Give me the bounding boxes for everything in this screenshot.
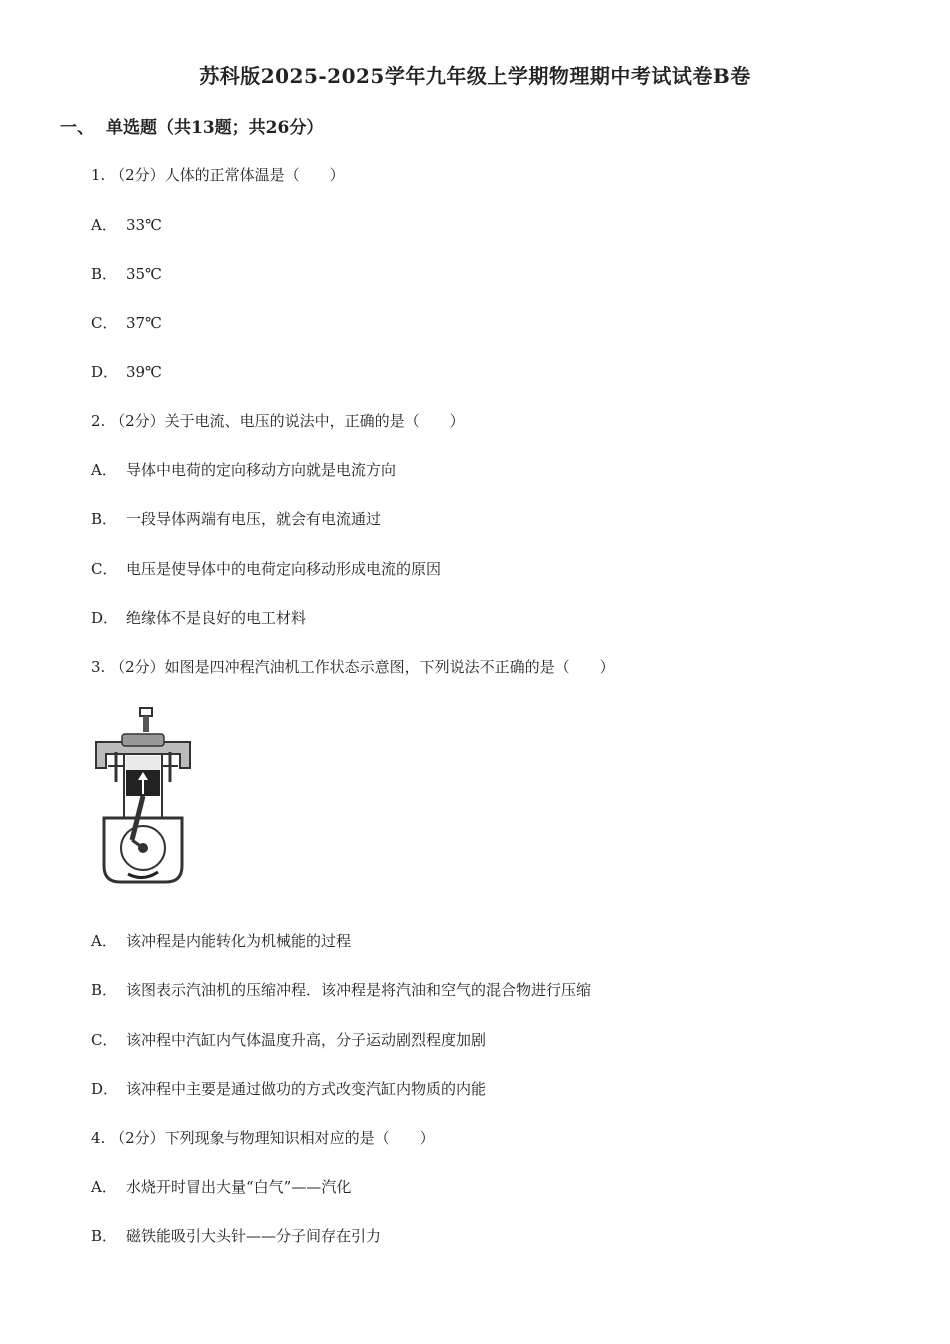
question-4-option-b	[91, 1225, 381, 1246]
question-3-option-b	[91, 979, 591, 1000]
option-label: A．	[91, 1178, 117, 1196]
question-4-option-a	[91, 1176, 351, 1197]
question-1-option-a	[91, 214, 162, 235]
option-text: 39℃	[126, 363, 162, 381]
option-label: C．	[91, 1031, 118, 1049]
option-label: B．	[91, 265, 118, 283]
option-label: C．	[91, 314, 118, 332]
section-number: 一、	[60, 118, 94, 138]
option-label: A．	[91, 216, 117, 234]
question-1-stem: 1. （2分）人体的正常体温是（ ）	[91, 166, 345, 184]
question-2-option-b	[91, 508, 381, 529]
option-text: 电压是使导体中的电荷定向移动形成电流的原因	[126, 560, 442, 578]
option-text: 该图表示汽油机的压缩冲程．该冲程是将汽油和空气的混合物进行压缩	[126, 981, 592, 999]
question-4-stem: 4. （2分）下列现象与物理知识相对应的是（ ）	[91, 1129, 435, 1147]
question-3-stem: 3. （2分）如图是四冲程汽油机工作状态示意图，下列说法不正确的是（ ）	[91, 658, 615, 676]
question-1-option-c	[91, 312, 162, 333]
option-text: 该冲程是内能转化为机械能的过程	[126, 932, 352, 950]
option-label: D．	[91, 609, 119, 627]
option-text: 磁铁能吸引大头针——分子间存在引力	[126, 1227, 382, 1245]
question-2-option-c	[91, 558, 441, 579]
option-label: B．	[91, 981, 118, 999]
question-2-option-a	[91, 459, 396, 480]
option-label: A．	[91, 461, 117, 479]
option-label: A．	[91, 932, 117, 950]
question-3-option-c	[91, 1029, 486, 1050]
section-title: 单选题（共13题；共26分）	[106, 118, 324, 138]
question-2-option-d	[91, 607, 306, 628]
option-text: 37℃	[126, 314, 162, 332]
exam-title: 苏科版2025-2025学年九年级上学期物理期中考试试卷B卷	[199, 64, 751, 88]
option-label: D．	[91, 1080, 119, 1098]
question-3-option-d	[91, 1078, 486, 1099]
question-1-option-b	[91, 263, 162, 284]
option-label: B．	[91, 510, 118, 528]
option-text: 一段导体两端有电压，就会有电流通过	[126, 510, 382, 528]
section-heading	[60, 113, 323, 138]
option-text: 35℃	[126, 265, 162, 283]
engine-diagram	[92, 706, 194, 886]
option-text: 33℃	[126, 216, 162, 234]
option-text: 水烧开时冒出大量“白气”——汽化	[126, 1178, 352, 1196]
option-label: B．	[91, 1227, 118, 1245]
option-label: D．	[91, 363, 119, 381]
question-2-stem: 2. （2分）关于电流、电压的说法中，正确的是（ ）	[91, 412, 465, 430]
option-label: C．	[91, 560, 118, 578]
option-text: 该冲程中汽缸内气体温度升高，分子运动剧烈程度加剧	[126, 1031, 487, 1049]
question-3-option-a	[91, 930, 351, 951]
question-1-option-d	[91, 361, 162, 382]
option-text: 导体中电荷的定向移动方向就是电流方向	[126, 461, 397, 479]
option-text: 该冲程中主要是通过做功的方式改变汽缸内物质的内能	[126, 1080, 487, 1098]
option-text: 绝缘体不是良好的电工材料	[126, 609, 307, 627]
